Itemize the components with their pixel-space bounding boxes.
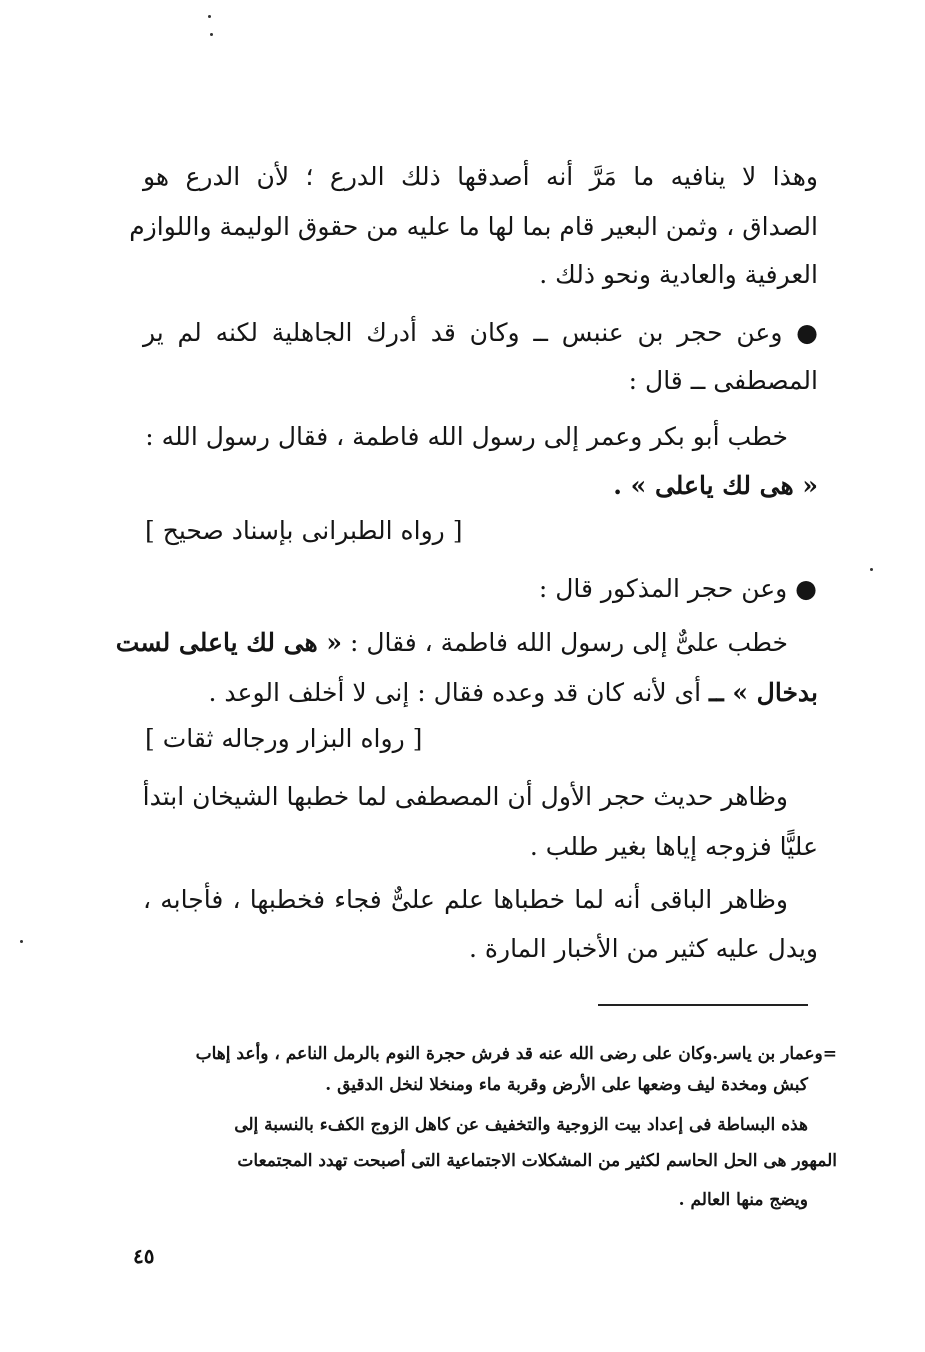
para5-line1-quote: « هى لك ياعلى لست	[115, 628, 342, 657]
footnote-line2: كبش ومخدة ليف وضعها على الأرض وقربة ماء ومنخلا لنخل الدقيق .	[325, 1075, 808, 1095]
footnote-line4: المهور هى الحل الحاسم لكثير من المشكلات الاجتماعية التى أصبحت تهدد المجتمعات	[237, 1151, 837, 1171]
para3-line2: « هى لك ياعلى » .	[613, 471, 818, 500]
para7-line2: ويدل عليه كثير من الأخبار المارة .	[469, 934, 818, 963]
para5-line2-plain: أى لأنه كان قد وعده فقال : إنى لا أخلف الوعد .	[208, 678, 709, 707]
para6-line1: وظاهر حديث حجر الأول أن المصطفى لما خطبها الشيخان ابتدأ	[142, 782, 788, 811]
para5-line1	[115, 626, 788, 660]
footnote-line1: =وعمار بن ياسر.وكان على رضى الله عنه قد فرش حجرة النوم بالرمل الناعم ، وأعد إهاب	[195, 1044, 837, 1064]
para5-line1-plain: خطب علىٌّ إلى رسول الله فاطمة ، فقال :	[342, 628, 788, 657]
para7-line1: وظاهر الباقى أنه لما خطباها علم علىٌّ فجاء فخطبها ، فأجابه ،	[143, 885, 788, 914]
scan-speck	[208, 15, 211, 18]
scan-speck	[210, 33, 213, 36]
citation-tabarani: [ رواه الطبرانى بإسناد صحيح ]	[145, 516, 463, 545]
footnote-line3: هذه البساطة فى إعداد بيت الزوجية والتخفيف عن كاهل الزوج الكفء بالنسبة إلى	[234, 1115, 808, 1135]
scan-speck	[20, 940, 23, 943]
para1-line2: الصداق ، وثمن البعير قام بما لها ما عليه من حقوق الوليمة واللوازم	[129, 212, 818, 241]
footnote-separator	[598, 1004, 808, 1006]
para2-line2: المصطفى ــ قال :	[628, 366, 818, 395]
para3-line1: خطب أبو بكر وعمر إلى رسول الله فاطمة ، فقال رسول الله :	[145, 422, 788, 451]
citation-bazzar: [ رواه البزار ورجاله ثقات ]	[145, 724, 423, 753]
para1-line1: وهذا لا ينافيه ما مَرَّ أنه أصدقها ذلك الدرع ؛ لأن الدرع هو	[143, 162, 818, 191]
para4-line1: ● وعن حجر المذكور قال :	[538, 574, 817, 603]
para5-line2	[209, 676, 818, 710]
para2-line1: ● وعن حجر بن عنبس ــ وكان قد أدرك الجاهلية لكنه لم ير	[143, 318, 818, 347]
para1-line3: العرفية والعادية ونحو ذلك .	[539, 260, 818, 289]
para5-line2-quote: بدخال » ــ	[709, 678, 818, 707]
footnote-line5: ويضج منها العالم .	[678, 1190, 808, 1210]
scan-speck	[870, 568, 873, 571]
page-number: ٤٥	[133, 1244, 155, 1268]
para6-line2: عليًّا فزوجه إياها بغير طلب .	[529, 832, 818, 861]
